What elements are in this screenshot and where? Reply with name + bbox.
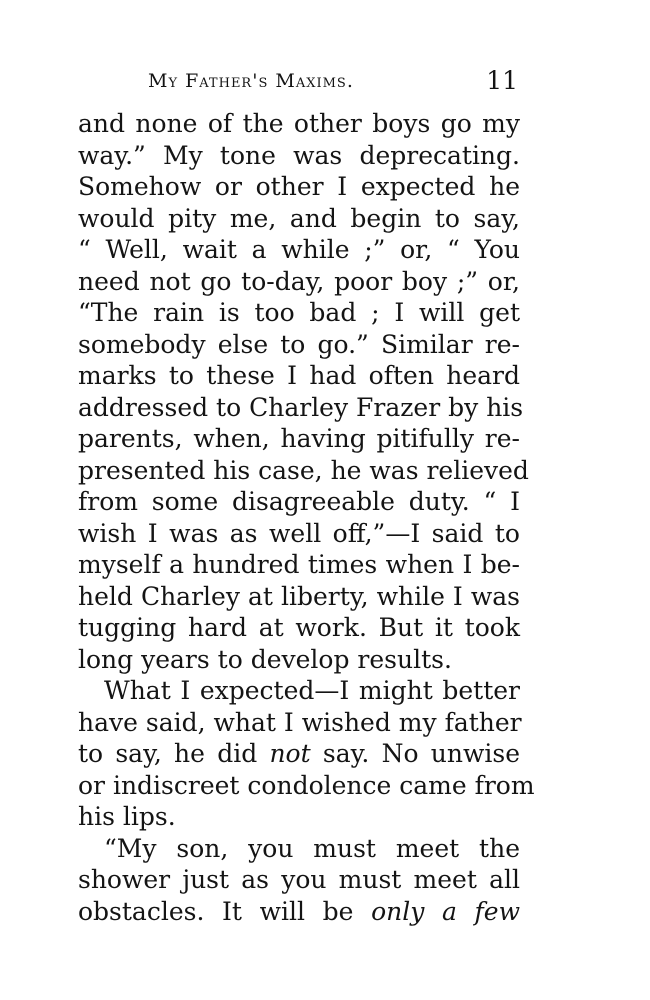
text-line: “The rain is too bad ; I will get	[78, 298, 520, 327]
text-line: Somehow or other I expected he	[78, 172, 520, 201]
text-line: wish I was as well off,”—I said to	[78, 518, 520, 548]
text-segment: say. No unwise	[310, 739, 520, 768]
text-line: presented his case, he was relieved	[78, 455, 529, 485]
text-line: somebody else to go.” Similar re-	[78, 329, 520, 359]
emphasis: not	[269, 739, 311, 768]
text-line: “ Well, wait a while ;” or, “ You	[78, 235, 520, 264]
text-line: his lips.	[78, 802, 176, 831]
page-number: 11	[486, 66, 518, 95]
text-line: parents, when, having pitifully re-	[78, 424, 520, 453]
emphasis: only a few	[371, 896, 520, 926]
text-line: from some disagreeable duty. “ I	[78, 487, 520, 516]
text-line: or indiscreet condolence came from	[78, 770, 535, 800]
text-line: shower just as you must meet all	[78, 865, 520, 894]
paragraph-3	[78, 833, 520, 928]
text-line: and none of the other boys go my	[78, 109, 520, 138]
text-segment: to say, he did	[78, 739, 270, 768]
paragraph-2	[78, 675, 535, 833]
text-segment: obstacles. It will be	[78, 896, 372, 926]
text-line	[78, 896, 520, 928]
text-line: long years to develop results.	[78, 644, 452, 674]
text-line: have said, what I wished my father	[78, 707, 522, 737]
text-line: way.” My tone was deprecating.	[78, 140, 520, 170]
text-line	[78, 738, 520, 770]
text-line: “My son, you must meet the	[104, 833, 520, 863]
body-text	[78, 108, 535, 927]
text-line: held Charley at liberty, while I was	[78, 581, 520, 611]
text-line: would pity me, and begin to say,	[78, 203, 520, 233]
text-line: tugging hard at work. But it took	[78, 613, 520, 642]
running-head	[78, 66, 518, 96]
running-title: My Father's Maxims.	[148, 70, 354, 92]
text-line: need not go to-day, poor boy ;” or,	[78, 266, 520, 296]
text-line: What I expected—I might better	[104, 676, 520, 705]
text-line: marks to these I had often heard	[78, 361, 520, 390]
text-line: addressed to Charley Frazer by his	[78, 392, 524, 422]
paragraph-1	[78, 108, 529, 675]
text-line: myself a hundred times when I be-	[78, 550, 520, 579]
